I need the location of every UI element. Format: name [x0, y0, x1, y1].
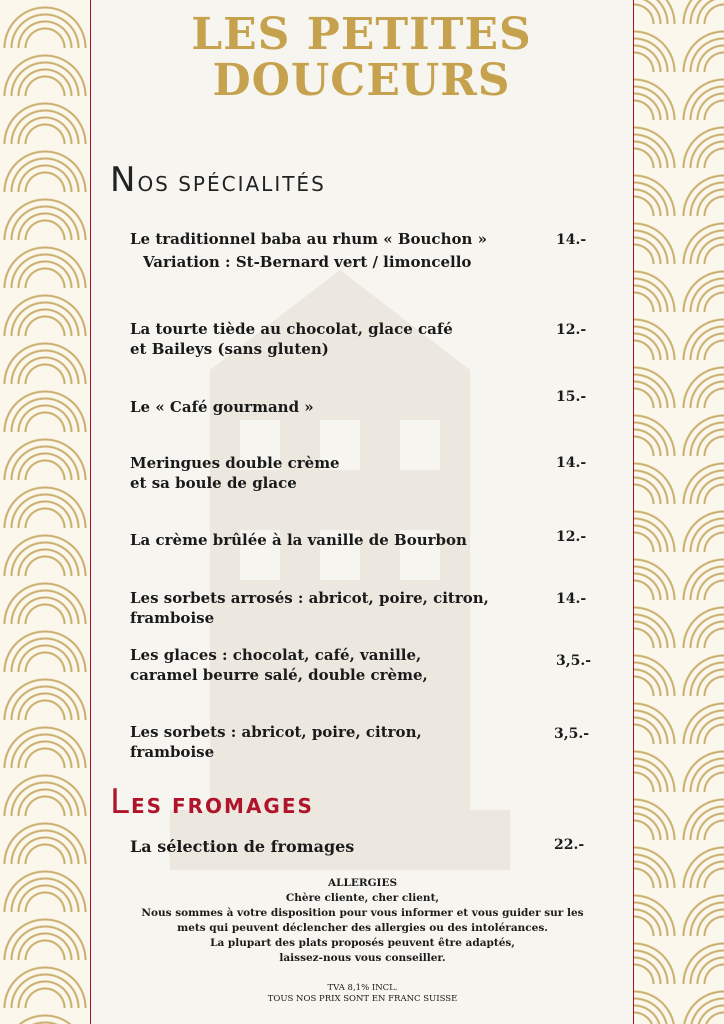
tva-note: TVA 8,1% INCL.: [327, 983, 398, 993]
heading-text: ES FROMAGES: [130, 794, 314, 818]
item-line: caramel beurre salé, double crème,: [130, 666, 428, 684]
item-line: Meringues double crème: [130, 454, 340, 472]
item-line: framboise: [130, 743, 215, 761]
allergies-line: mets qui peuvent déclencher des allergies ou des intolérances.: [177, 922, 548, 934]
section-heading-specialites: [110, 160, 326, 200]
menu-item: La sélection de fromages: [130, 837, 355, 856]
item-line: Les sorbets arrosés : abricot, poire, citron,: [130, 589, 489, 607]
menu-item-price: 3,5.-: [554, 726, 590, 742]
allergies-line: La plupart des plats proposés peuvent être adaptés,: [210, 937, 515, 949]
menu-item: La crème brûlée à la vanille de Bourbon: [130, 531, 467, 549]
menu-title: [91, 9, 632, 106]
menu-item: [130, 645, 530, 685]
item-line: Les glaces : chocolat, café, vanille,: [130, 646, 422, 664]
menu-item: [130, 722, 530, 762]
item-line: framboise: [130, 609, 215, 627]
allergies-line: Nous sommes à votre disposition pour vous informer et vous guider sur les: [141, 907, 584, 919]
item-line: et Baileys (sans gluten): [130, 340, 329, 358]
footer-notes: [100, 983, 625, 1005]
menu-item-price: 12.-: [556, 322, 587, 338]
title-line-1: LES PETITES: [191, 9, 532, 60]
menu-item-price: 14.-: [556, 232, 587, 248]
section-heading-fromages: [110, 782, 314, 822]
item-line: La tourte tiède au chocolat, glace café: [130, 320, 453, 338]
menu-item-price: 12.-: [556, 529, 587, 545]
menu-item-price: 14.-: [556, 455, 587, 471]
item-line: Les sorbets : abricot, poire, citron,: [130, 723, 422, 741]
menu-item-variation: Variation : St-Bernard vert / limoncello: [143, 253, 472, 271]
heading-initial: N: [110, 160, 138, 200]
menu-item-price: 22.-: [554, 837, 585, 853]
menu-item: [130, 319, 530, 359]
menu-item: Le « Café gourmand »: [130, 398, 314, 416]
title-line-2: DOUCEURS: [212, 55, 511, 106]
heading-initial: L: [110, 782, 131, 822]
left-decorative-border: [0, 0, 91, 1024]
menu-item-price: 15.-: [556, 389, 587, 405]
menu-item: [130, 453, 530, 493]
right-decorative-border: [633, 0, 724, 1024]
menu-item: [130, 588, 530, 628]
menu-item-price: 3,5.-: [556, 653, 592, 669]
allergies-notice: [100, 876, 625, 966]
currency-note: TOUS NOS PRIX SONT EN FRANC SUISSE: [267, 994, 458, 1004]
heading-text: OS SPÉCIALITÉS: [137, 172, 326, 196]
item-line: et sa boule de glace: [130, 474, 297, 492]
allergies-title: ALLERGIES: [327, 877, 398, 889]
menu-item-price: 14.-: [556, 591, 587, 607]
allergies-line: laissez-nous vous conseiller.: [279, 952, 446, 964]
menu-item: Le traditionnel baba au rhum « Bouchon »: [130, 230, 487, 248]
allergies-line: Chère cliente, cher client,: [285, 892, 440, 904]
